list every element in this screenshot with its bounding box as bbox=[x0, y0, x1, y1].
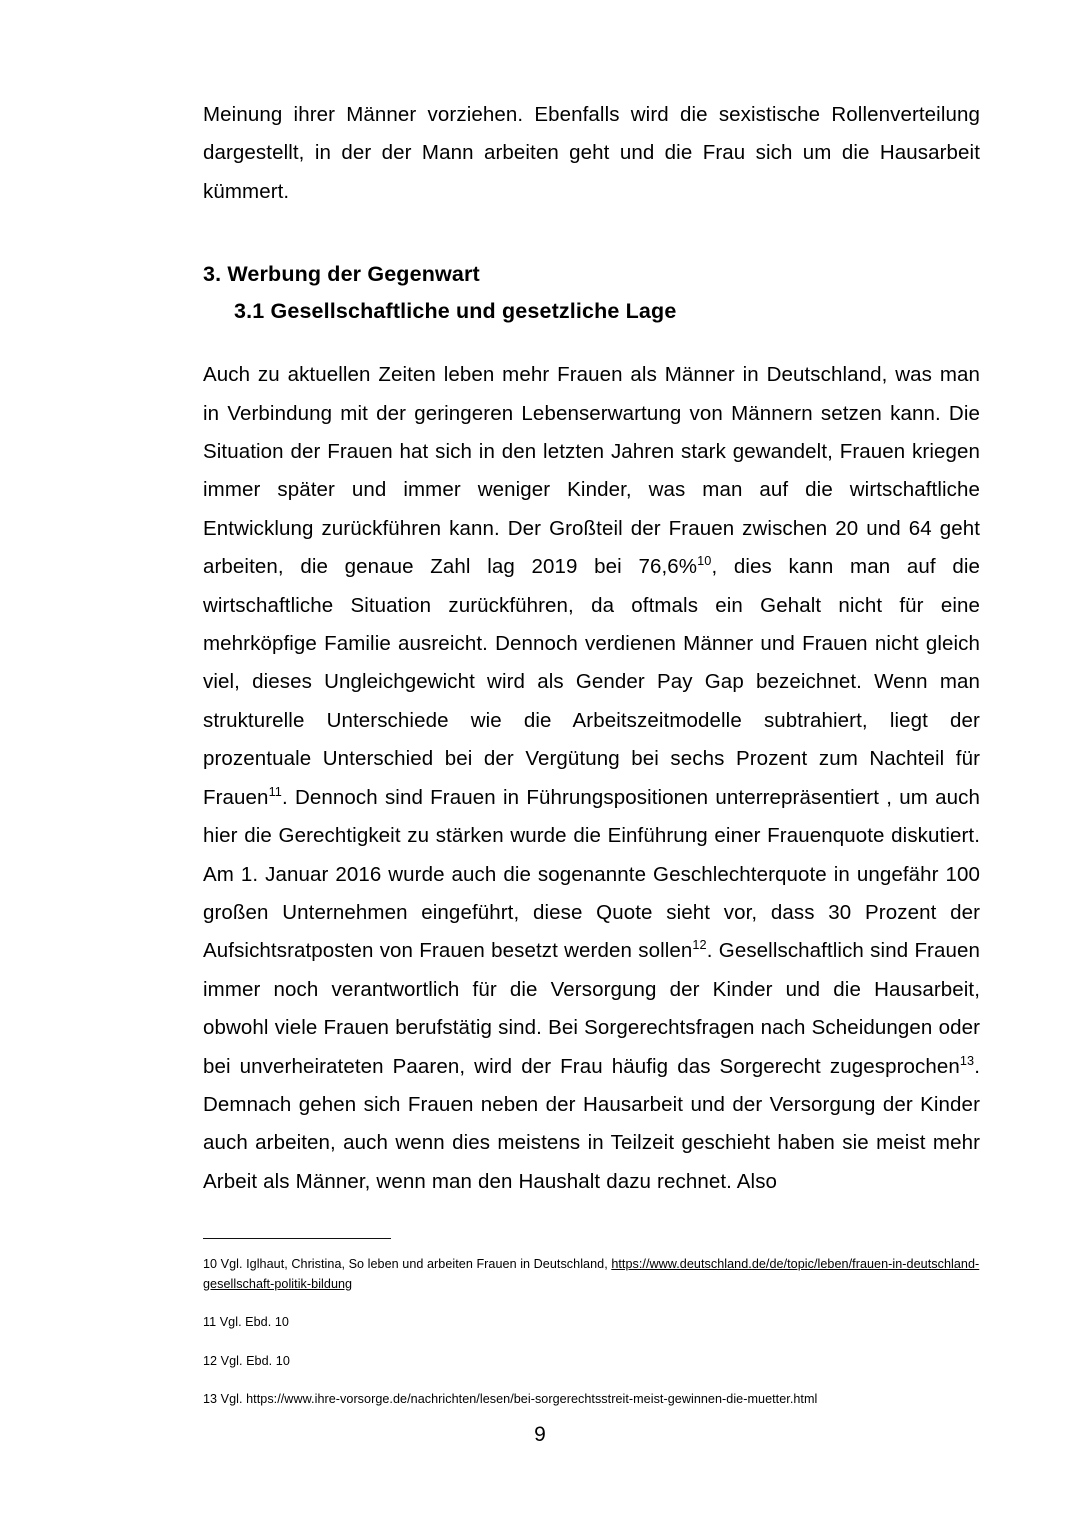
page-content bbox=[203, 96, 980, 1201]
footnote-ref-11[interactable]: 11 bbox=[268, 783, 282, 799]
footnote-area bbox=[203, 1238, 980, 1410]
page-number: 9 bbox=[534, 1423, 546, 1446]
section-heading: 3.1 Gesellschaftliche und gesetzliche Lage bbox=[234, 299, 677, 324]
main-paragraph-part-1: Auch zu aktuellen Zeiten leben mehr Frauen als Männer in Deutschland, was man in Verbindung mit der geringeren Lebenserwartung von Männern setzen kann. Die Situation der Frauen hat sich in den letzten Jahren stark gewandelt, Frauen kriegen immer später und immer weniger Kinder, was man auf die wirtschaftliche Entwicklung zurückführen kann. Der Großteil der Frauen zwischen 20 und 64 geht arbeiten, die genaue Zahl lag 2019 bei 76,6% bbox=[203, 363, 980, 579]
footnote-11: 11 Vgl. Ebd. 10 bbox=[203, 1315, 289, 1329]
footnote-10-link[interactable]: https://www.deutschland.de/de/topic/leben/frauen-in-deutschland-gesellschaft-politik-bildung bbox=[203, 1257, 980, 1291]
intro-paragraph: Meinung ihrer Männer vorziehen. Ebenfalls wird die sexistische Rollenverteilung dargestellt, in der der Mann arbeiten geht und die Frau sich um die Hausarbeit kümmert. bbox=[203, 103, 980, 203]
footnote-10 bbox=[203, 1255, 980, 1294]
footnote-ref-13[interactable]: 13 bbox=[959, 1052, 975, 1068]
main-paragraph-part-3: . Dennoch sind Frauen in Führungspositionen unterrepräsentiert , um auch hier die Gerechtigkeit zu stärken wurde die Einführung einer Frauenquote diskutiert. Am 1. Januar 2016 wurde auch die sogenannte Geschlechterquote in ungefähr 100 großen Unternehmen eingeführt, diese Quote sieht vor, dass 30 Prozent der Aufsichtsratposten von Frauen besetzt werden sollen bbox=[203, 785, 980, 963]
main-paragraph bbox=[203, 356, 980, 1201]
footnote-10-text: 10 Vgl. Iglhaut, Christina, So leben und arbeiten Frauen in Deutschland, bbox=[203, 1257, 612, 1271]
footnote-ref-10[interactable]: 10 bbox=[697, 553, 712, 569]
main-paragraph-part-2: , dies kann man auf die wirtschaftliche Situation zurückführen, da oftmals ein Gehalt nicht für eine mehrköpfige Familie ausreicht. Dennoch verdienen Männer und Frauen nicht gleich viel, dieses Ungleichgewicht wird als Gender Pay Gap bezeichnet. Wenn man strukturelle Unterschiede wie die Arbeitszeitmodelle subtrahiert, liegt der prozentuale Unterschied bei der Vergütung bei sechs Prozent zum Nachteil für Frauen bbox=[203, 555, 980, 809]
footnote-separator bbox=[203, 1238, 391, 1239]
chapter-heading: 3. Werbung der Gegenwart bbox=[203, 262, 480, 287]
footnote-ref-12[interactable]: 12 bbox=[692, 937, 707, 953]
heading-group bbox=[203, 256, 980, 330]
footnote-12: 12 Vgl. Ebd. 10 bbox=[203, 1353, 290, 1368]
main-paragraph-part-4: . Gesellschaftlich sind Frauen immer noch verantwortlich für die Versorgung der Kinder und die Hausarbeit, obwohl viele Frauen berufstätig sind. Bei Sorgerechtsfragen nach Scheidungen oder bei unverheirateten Paaren, wird der Frau häufig das Sorgerecht zugesprochen bbox=[203, 939, 980, 1078]
footnote-13: 13 Vgl. https://www.ihre-vorsorge.de/nachrichten/lesen/bei-sorgerechtsstreit-meist-gewinnen-die-muetter.html bbox=[203, 1392, 818, 1406]
main-paragraph-part-5: . Demnach gehen sich Frauen neben der Hausarbeit und der Versorgung der Kinder auch arbeiten, auch wenn dies meistens in Teilzeit geschieht haben sie meist mehr Arbeit als Männer, wenn man den Haushalt dazu rechnet. Also bbox=[203, 1054, 980, 1193]
